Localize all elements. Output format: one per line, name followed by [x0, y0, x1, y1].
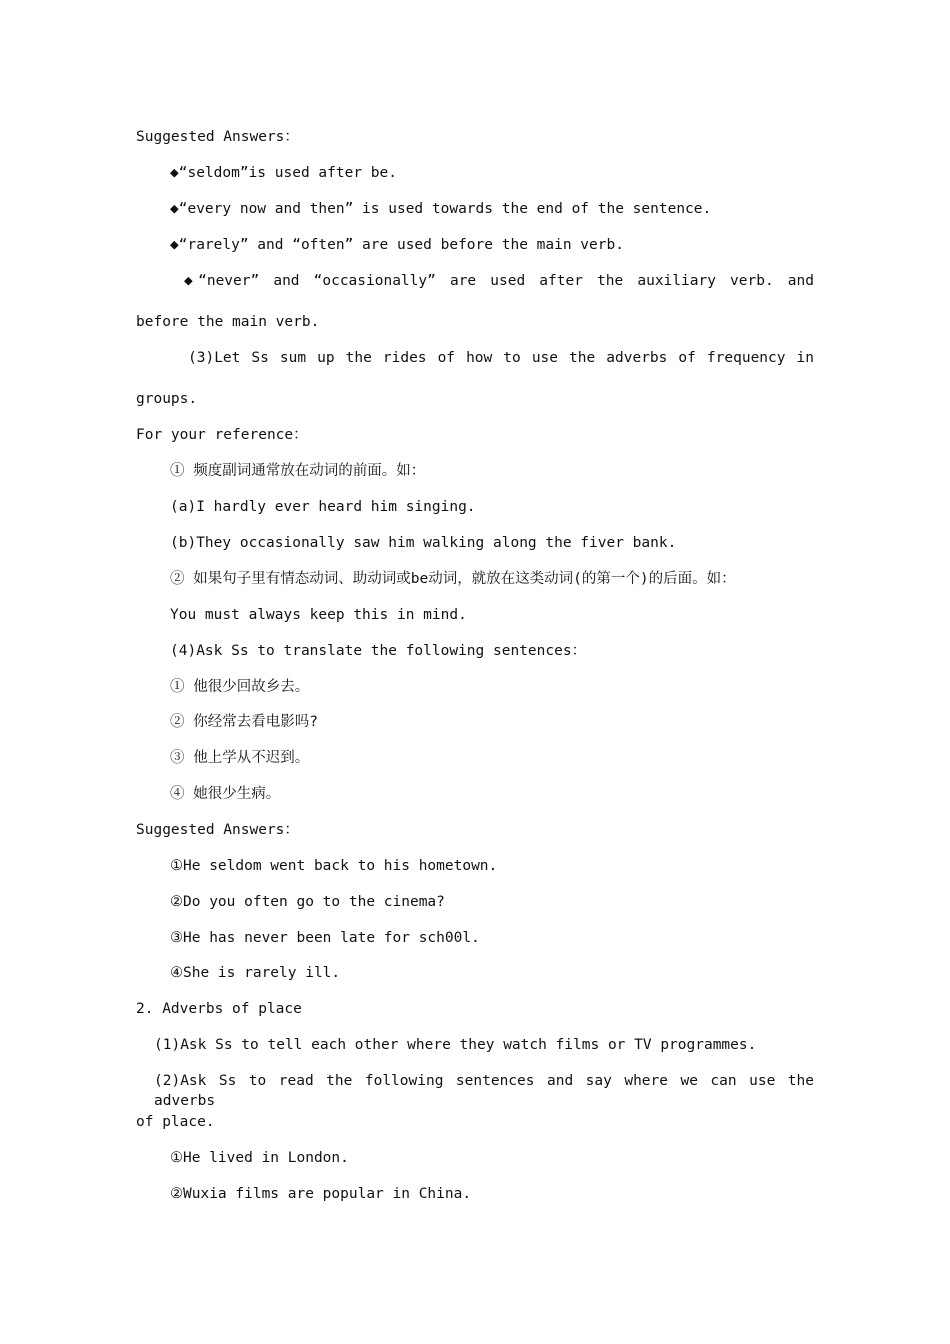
reference-heading: For your reference：: [136, 427, 308, 443]
translation-item: ④ 她很少生病。: [170, 786, 281, 802]
section-2-step-2-continuation: of place.: [136, 1114, 215, 1130]
step-4-instruction: (4)Ask Ss to translate the following sentences：: [170, 643, 587, 659]
answer-item: ①He seldom went back to his hometown.: [170, 858, 498, 874]
answer-bullet: ◆“never” and “occasionally” are used after the auxiliary verb. and: [184, 273, 814, 289]
step-3-instruction: (3)Let Ss sum up the rides of how to use the adverbs of frequency in: [188, 350, 814, 366]
suggested-answers-heading: Suggested Answers：: [136, 822, 299, 838]
section-2-heading: 2. Adverbs of place: [136, 1001, 302, 1017]
answer-bullet: ◆“rarely” and “often” are used before the main verb.: [170, 237, 624, 253]
answer-bullet: ◆“every now and then” is used towards the end of the sentence.: [170, 201, 712, 217]
reference-example-a: (a)I hardly ever heard him singing.: [170, 499, 476, 515]
section-2-step-1: (1)Ask Ss to tell each other where they watch films or TV programmes.: [154, 1037, 757, 1053]
reference-example-b: (b)They occasionally saw him walking along the fiver bank.: [170, 535, 677, 551]
answer-bullet: ◆“seldom”is used after be.: [170, 165, 397, 181]
reference-rule-1: ① 频度副词通常放在动词的前面。如：: [170, 463, 426, 479]
answer-item: ③He has never been late for sch00l.: [170, 930, 480, 946]
reference-rule-2: ② 如果句子里有情态动词、助动词或be动词，就放在这类动词(的第一个)的后面。如：: [170, 571, 736, 587]
suggested-answers-heading: Suggested Answers：: [136, 129, 299, 145]
translation-item: ③ 他上学从不迟到。: [170, 750, 310, 766]
answer-item: ④She is rarely ill.: [170, 965, 341, 981]
translation-item: ② 你经常去看电影吗?: [170, 714, 318, 730]
answer-bullet-continuation: before the main verb.: [136, 314, 320, 330]
place-example: ①He lived in London.: [170, 1150, 349, 1166]
answer-item: ②Do you often go to the cinema?: [170, 894, 445, 910]
reference-example-c: You must always keep this in mind.: [170, 607, 467, 623]
step-3-continuation: groups.: [136, 391, 198, 407]
translation-item: ① 他很少回故乡去。: [170, 679, 310, 695]
place-example: ②Wuxia films are popular in China.: [170, 1186, 472, 1202]
section-2-step-2: (2)Ask Ss to read the following sentences and say where we can use the adverbs: [154, 1073, 814, 1109]
